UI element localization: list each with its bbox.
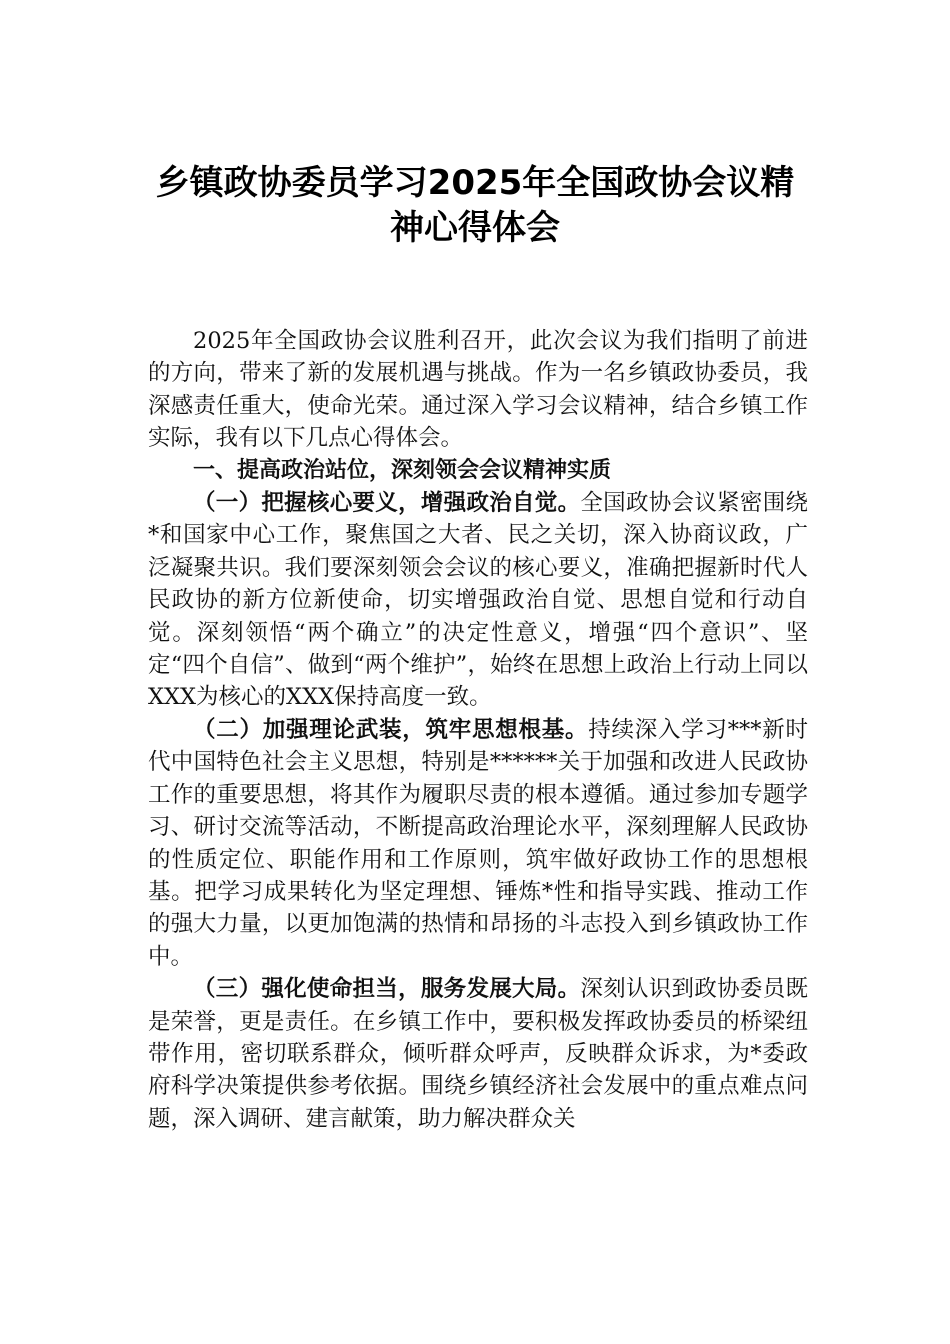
document-title-line-2: 神心得体会 (390, 208, 560, 248)
section-heading-1: 一、提高政治站位，深刻领会会议精神实质 (193, 457, 612, 483)
document-body (148, 325, 808, 1135)
paragraph-item-2 (148, 714, 808, 973)
item-2-text: 持续深入学习***新时代中国特色社会主义思想，特别是******关于加强和改进人民政协工作的重要思想，将其作为履职尽责的根本遵循。通过参加专题学习、研讨交流等活动，不断提高政治理论水平，深刻理解人民政协的性质定位、职能作用和工作原则，筑牢做好政协工作的思想根基。把学习成果转化为坚定理想、锤炼*性和指导实践、推动工作的强大力量，以更加饱满的热情和昂扬的斗志投入到乡镇政协工作中。 (148, 716, 808, 970)
paragraph-item-1 (148, 487, 808, 714)
item-1-text: 全国政协会议紧密围绕*和国家中心工作，聚焦国之大者、民之关切，深入协商议政，广泛凝聚共识。我们要深刻领会会议的核心要义，准确把握新时代人民政协的新方位新使命，切实增强政治自觉、思想自觉和行动自觉。深刻领悟“两个确立”的决定性意义，增强“四个意识”、坚定“四个自信”、做到“两个维护”，始终在思想上政治上行动上同以XXX为核心的XXX保持高度一致。 (148, 490, 808, 711)
item-3-lead: （三）强化使命担当，服务发展大局。 (193, 976, 581, 1003)
paragraph-item-3 (148, 973, 808, 1135)
item-2-lead: （二）加强理论武装，筑牢思想根基。 (193, 716, 589, 743)
item-1-lead: （一）把握核心要义，增强政治自觉。 (193, 490, 581, 517)
intro-paragraph: 2025年全国政协会议胜利召开，此次会议为我们指明了前进的方向，带来了新的发展机遇与挑战。作为一名乡镇政协委员，我深感责任重大，使命光荣。通过深入学习会议精神，结合乡镇工作实际，我有以下几点心得体会。 (148, 328, 808, 452)
item-3-text: 深刻认识到政协委员既是荣誉，更是责任。在乡镇工作中，要积极发挥政协委员的桥梁纽带作用，密切联系群众，倾听群众呼声，反映群众诉求，为*委政府科学决策提供参考依据。围绕乡镇经济社会发展中的重点难点问题，深入调研、建言献策，助力解决群众关 (148, 976, 808, 1132)
document-title-line-1: 乡镇政协委员学习2025年全国政协会议精 (155, 163, 795, 203)
